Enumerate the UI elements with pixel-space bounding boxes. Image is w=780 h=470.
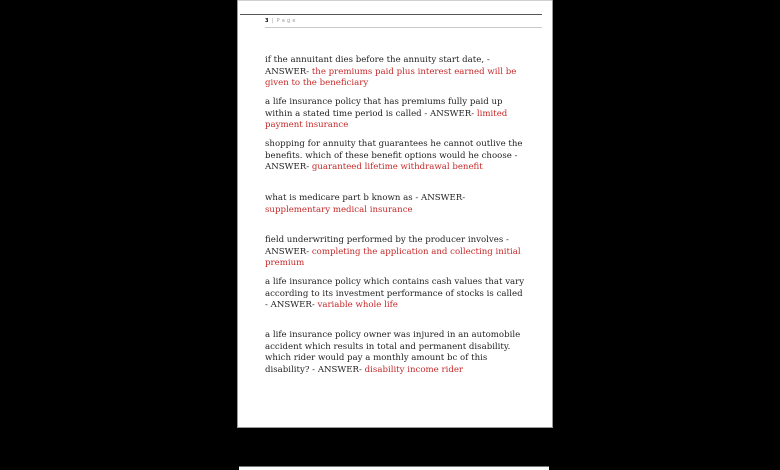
next-page-edge [239,466,549,470]
question-text: shopping for annuity that guarantees he cannot outlive the benefits. which of these benefit options would he choose - ANSWER- [265,139,523,173]
qa-item-7 [265,330,527,376]
question-text: field underwriting performed by the producer involves - ANSWER- [265,235,509,257]
qa-item-6 [265,277,527,312]
document-page [237,0,553,428]
answer-text: disability income rider [364,364,464,375]
answer-text: the premiums paid plus interest earned will be given to the beneficiary [265,66,517,89]
answer-text: variable whole life [317,300,398,311]
page-header [265,18,296,24]
header-rule [265,27,542,28]
question-text: what is medicare part b known as - ANSWER- [265,193,466,203]
question-text: if the annuitant dies before the annuity start date, - ANSWER- [265,55,490,77]
qa-item-5 [265,235,527,270]
qa-item-2 [265,97,527,132]
question-text: a life insurance policy owner was injured in an automobile accident which results in total and permanent disability. which rider would pay a monthly amount bc of this disability? - ANSWER- [265,330,521,375]
answer-text: limited payment insurance [265,108,508,131]
qa-item-4 [265,193,527,216]
qa-item-3 [265,139,527,174]
page-word: P a g e [276,18,296,24]
qa-item-1 [265,55,527,90]
header-separator: | [271,18,274,24]
question-text: a life insurance policy which contains cash values that vary according to its investment performance of stocks is called - ANSWER- [265,277,525,311]
answer-text: guaranteed lifetime withdrawal benefit [311,162,483,173]
answer-text: supplementary medical insurance [265,204,413,215]
page-number: 3 [265,18,269,24]
answer-text: completing the application and collecting initial premium [265,246,521,269]
header-line [240,14,542,15]
question-text: a life insurance policy that has premiums fully paid up within a stated time period is called - ANSWER- [265,97,503,119]
page-top-edge [238,0,552,1]
